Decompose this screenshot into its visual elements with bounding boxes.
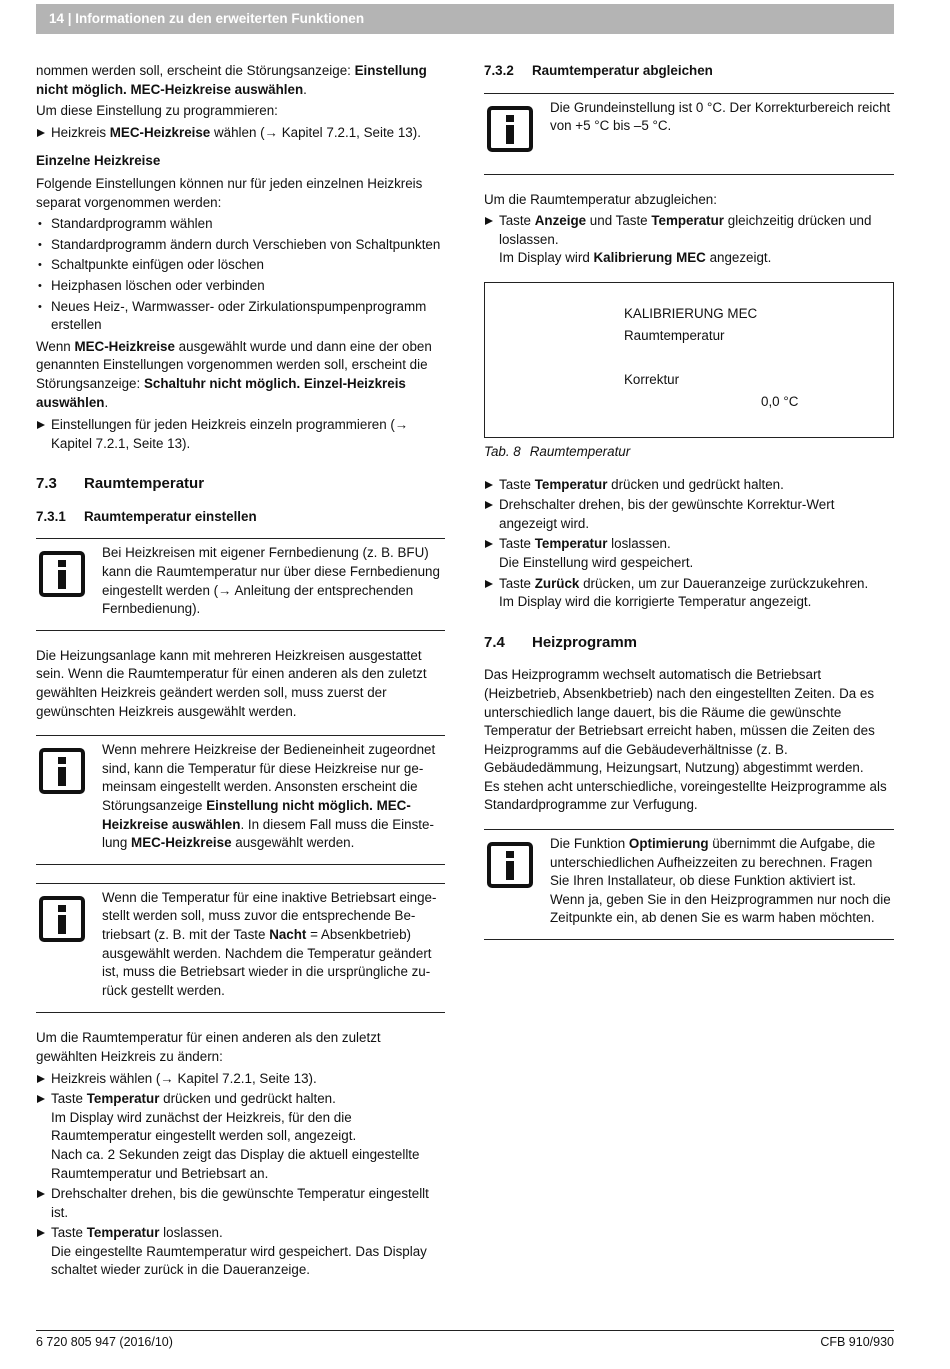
display-screen — [484, 282, 894, 438]
list-item: • Heizphasen löschen oder verbinden — [36, 277, 445, 296]
instruction-step: Taste Temperatur loslassen. Die eingestellte Raumtemperatur wird gespeichert. Das Display schaltet wieder zurück in die Daueranzeige. — [36, 1224, 445, 1280]
info-note — [484, 93, 894, 175]
footer-rule — [36, 1330, 894, 1331]
info-note — [36, 538, 445, 630]
section-heading: 7.3 Raumtemperatur — [36, 475, 205, 493]
display-line-3: Korrektur — [624, 371, 680, 387]
section-heading: 7.4 Heizprogramm — [484, 633, 638, 651]
instruction-step: Heizkreis MEC-Heizkreise wählen (→ Kapitel 7.2.1, Seite 13). — [36, 124, 445, 143]
paragraph: Um die Raumtemperatur abzugleichen: — [484, 191, 717, 207]
display-line-1: KALIBRIERUNG MEC — [624, 305, 758, 321]
info-icon — [39, 896, 85, 942]
note-text: Wenn mehrere Heizkreise der Bedieneinheit zugeordnet sind, kann die Temperatur für diese Heizkreise nur gemeinsam eingestellt werden. Ansonsten erscheint die Störungsanzeige Einstellung nicht möglich. MEC-Heizkreise auswählen. In diesem Fall muss die Einstelung MEC-Heizkreise ausgewählt werden. — [102, 742, 436, 851]
instruction-step: Einstellungen für jeden Heizkreis einzeln programmieren (→ Kapitel 7.2.1, Seite 13). — [36, 416, 445, 453]
table-caption: Tab. 8 Raumtemperatur — [484, 443, 631, 459]
paragraph: Das Heizprogramm wechselt automatisch die Betriebsart (Heizbetrieb, Absenkbetrieb) nach den eingestellten Zeiten. Da es unterschiedlich lange dauert, bis die Räume die gewünschte Temperatur der Betriebsart erreicht haben, müssen die Zeiten des Heizprogramms auf die Gebäudeverhältnisse (z. B. Gebäudedämmung, Heizungsart, Nutzung) abgestimmt werden. — [484, 667, 875, 776]
info-icon — [39, 551, 85, 597]
instruction-step: Heizkreis wählen (→ Kapitel 7.2.1, Seite 13). — [36, 1070, 445, 1089]
bullet-list — [36, 215, 445, 335]
note-text: Wenn die Temperatur für eine inaktive Betriebsart eingestellt werden soll, muss zuvor die entsprechende Betriebsart (z. B. mit der Taste Nacht = Absenkbetrieb) ausgewählt werden. Nachdem die Temperatur geändert ist, muss die Betriebsart wieder in die ursprüngliche zurück gestellt werden. — [102, 889, 437, 998]
left-column — [36, 62, 445, 1282]
list-item: • Schaltpunkte einfügen oder löschen — [36, 256, 445, 275]
page-header: 14 | Informationen zu den erweiterten Funktionen — [36, 4, 894, 34]
paragraph: Es stehen acht unterschiedliche, voreingestellte Heizprogramme als Standardprogramme zur Verfugung. — [484, 778, 887, 813]
instruction-step: Taste Zurück drücken, um zur Daueranzeige zurückzukehren. Im Display wird die korrigierte Temperatur angezeigt. — [484, 575, 894, 612]
info-icon — [39, 748, 85, 794]
note-text: Die Funktion Optimierung übernimmt die Aufgabe, die unterschiedlichen Aufheizzeiten zu berechnen. Fragen Sie Ihren Installateur, ob diese Funktion aktiviert ist. Wenn ja, geben Sie in den Heizprogrammen nur noch die Zeitpunkte ein, ab denen Sie es warm haben möchten. — [550, 836, 891, 926]
info-note — [36, 735, 445, 865]
subsection-heading: 7.3.2 Raumtemperatur abgleichen — [484, 63, 713, 78]
note-text: Bei Heizkreisen mit eigener Fernbedienung (z. B. BFU) kann die Raumtemperatur nur über diese Fernbedienung eingestellt werden (→ Anleitung der entsprechenden Fernbedienung). — [102, 545, 440, 617]
list-item: • Standardprogramm wählen — [36, 215, 445, 234]
info-icon — [487, 106, 533, 152]
paragraph: Um diese Einstellung zu programmieren: — [36, 103, 278, 119]
list-item: • Standardprogramm ändern durch Verschieben von Schaltpunkten — [36, 236, 445, 255]
info-note — [484, 829, 894, 940]
list-item: • Neues Heiz-, Warmwasser- oder Zirkulationspumpenprogramm erstellen — [36, 298, 445, 335]
display-line-2: Raumtemperatur — [624, 327, 725, 343]
instruction-step: Drehschalter drehen, bis der gewünschte Korrektur-Wert angezeigt wird. — [484, 496, 894, 533]
right-column — [484, 62, 894, 956]
subsection-heading: 7.3.1 Raumtemperatur einstellen — [36, 508, 257, 524]
paragraph: Die Heizungsanlage kann mit mehreren Heizkreisen ausgestattet sein. Wenn die Raumtemperatur für einen anderen als den zuletzt gewählten Heizkreis geändert werden soll, muss zuerst der gewünschten Heizkreis ausgewählt werden. — [36, 647, 427, 719]
paragraph: Folgende Einstellungen können nur für jeden einzelnen Heizkreis separat vorgenommen werden: — [36, 175, 423, 210]
info-icon — [487, 842, 533, 888]
instruction-step: Taste Temperatur drücken und gedrückt halten. — [484, 476, 894, 495]
note-text: Die Grundeinstellung ist 0 °C. Der Korrekturbereich reicht von +5 °C bis –5 °C. — [550, 99, 891, 134]
info-note — [36, 883, 445, 1014]
instruction-step: Drehschalter drehen, bis die gewünschte Temperatur eingestellt ist. — [36, 1185, 445, 1222]
paragraph: Um die Raumtemperatur für einen anderen als den zuletzt gewählten Heizkreis zu ändern: — [36, 1030, 381, 1064]
instruction-step: Taste Temperatur drücken und gedrückt halten. Im Display wird zunächst der Heizkreis, für den die Raumtemperatur eingestellt werden soll, angezeigt. Nach ca. 2 Sekunden zeigt das Display die aktuell eingestellte Raumtemperatur und Betriebsart an. — [36, 1090, 445, 1183]
subheading: Einzelne Heizkreise — [36, 153, 161, 169]
paragraph: Wenn MEC-Heizkreise ausgewählt wurde und dann eine der oben genannten Einstellungen vorgenommen werden soll, erscheint die Störungsanzeige: Schaltuhr nicht möglich. Einzel-Heizkreis auswählen. — [36, 338, 432, 410]
document-number: 6 720 805 947 (2016/10) — [36, 1335, 173, 1349]
product-name: CFB 910/930 — [820, 1335, 894, 1349]
instruction-step: Taste Temperatur loslassen. Die Einstellung wird gespeichert. — [484, 535, 894, 572]
display-value: 0,0 °C — [761, 393, 799, 409]
paragraph: nommen werden soll, erscheint die Störungsanzeige: Einstellung nicht möglich. MEC-Heizkreise auswählen. — [36, 63, 427, 97]
instruction-step: Taste Anzeige und Taste Temperatur gleichzeitig drücken und loslassen. Im Display wird Kalibrierung MEC angezeigt. — [484, 212, 894, 268]
